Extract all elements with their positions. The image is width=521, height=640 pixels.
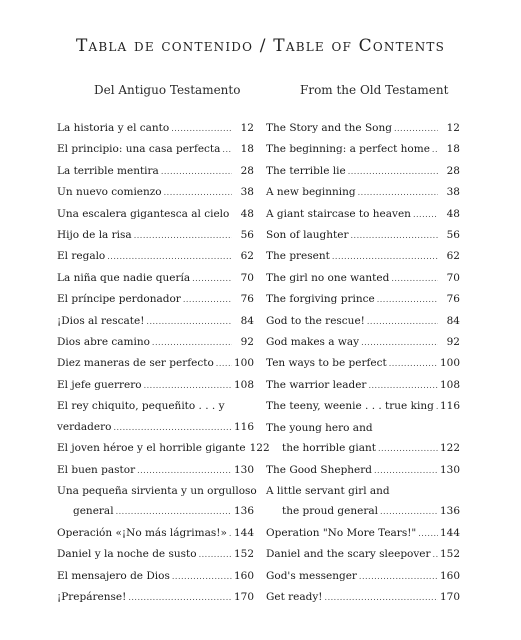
english-toc-entry (266, 225, 460, 246)
entry-page-number: 136 (233, 505, 254, 518)
entry-page-number: 100 (439, 357, 460, 370)
entry-title: The young hero and (266, 421, 373, 434)
entry-page-number: 56 (240, 229, 254, 242)
spanish-toc-entry (57, 246, 254, 267)
spanish-toc-list (57, 118, 270, 608)
entry-page-number: 152 (439, 548, 460, 561)
entry-page-number: 84 (240, 314, 254, 327)
entry-title: verdadero (57, 420, 112, 433)
entry-page-number: 70 (446, 271, 460, 284)
spanish-toc-entry (57, 118, 254, 139)
spanish-toc-entry (57, 544, 254, 565)
spanish-toc-entry (57, 396, 254, 416)
entry-page-number: 130 (233, 463, 254, 476)
dot-leader (325, 588, 438, 608)
entry-page-number: 76 (240, 293, 254, 306)
spanish-toc-entry (57, 501, 254, 522)
entry-page-number: 170 (233, 590, 254, 603)
entry-title: Operación «¡No más lágrimas!» (57, 526, 227, 539)
entry-page-number: 122 (249, 442, 270, 455)
dot-leader (378, 439, 438, 459)
english-toc-entry (266, 311, 460, 332)
entry-title: God's messenger (266, 569, 357, 582)
entry-page-number: 62 (240, 250, 254, 263)
entry-page-number: 108 (439, 378, 460, 391)
entry-page-number: 170 (439, 590, 460, 603)
entry-page-number: 12 (240, 122, 254, 134)
english-toc-entry (266, 566, 460, 587)
dot-leader (374, 461, 438, 481)
dot-leader (192, 269, 232, 289)
spanish-toc-entry (57, 375, 254, 396)
entry-title: Hijo de la risa (57, 229, 132, 242)
entry-title: Ten ways to be perfect (266, 357, 387, 370)
dot-leader (380, 502, 438, 522)
entry-title: La historia y el canto (57, 122, 170, 134)
dot-leader (216, 354, 232, 374)
english-toc-entry (266, 523, 460, 544)
dot-leader (146, 312, 232, 332)
entry-page-number: 38 (240, 186, 254, 199)
entry-title: El príncipe perdonador (57, 293, 181, 306)
entry-title: The Story and the Song (266, 122, 392, 134)
dot-leader (350, 226, 438, 246)
entry-title: El rey chiquito, pequeñito . . . y (57, 400, 225, 413)
entry-title: Daniel and the scary sleepover (266, 548, 431, 561)
entry-page-number: 116 (439, 400, 460, 413)
entry-title: The teeny, weenie . . . true king (266, 400, 434, 413)
english-toc-entry (266, 375, 460, 396)
entry-title: ¡Dios al rescate! (57, 314, 145, 327)
entry-page-number: 92 (446, 336, 460, 349)
entry-title: Get ready! (266, 590, 323, 603)
dot-leader (413, 205, 438, 225)
english-toc-entry (266, 289, 460, 310)
english-toc-entry (266, 481, 460, 501)
dot-leader (359, 567, 438, 587)
entry-page-number: 70 (240, 271, 254, 284)
entry-title: The present (266, 250, 330, 263)
entry-title: the proud general (282, 505, 378, 518)
entry-page-number: 18 (240, 143, 254, 156)
entry-title: The beginning: a perfect home (266, 143, 430, 156)
spanish-toc-entry (57, 332, 254, 353)
page-title: Tabla de contenido / Table of Contents (75, 36, 446, 56)
entry-title: El regalo (57, 250, 106, 263)
entry-title: A giant staircase to heaven (266, 207, 411, 220)
dot-leader (432, 140, 438, 160)
entry-page-number: 92 (240, 336, 254, 349)
english-toc-entry (266, 246, 460, 267)
spanish-toc-entry (57, 417, 254, 438)
entry-page-number: 152 (233, 548, 254, 561)
entry-title: God to the rescue! (266, 314, 365, 327)
entry-title: Un nuevo comienzo (57, 186, 162, 199)
entry-title: The warrior leader (266, 378, 367, 391)
entry-page-number: 56 (446, 229, 460, 242)
entry-page-number: 122 (439, 442, 460, 455)
spanish-toc-entry (57, 139, 254, 160)
spanish-toc-entry (57, 289, 254, 310)
entry-page-number: 48 (446, 207, 460, 220)
dot-leader (144, 376, 232, 396)
english-toc-entry (266, 332, 460, 353)
english-toc-entry (266, 118, 460, 139)
english-toc-entry (266, 139, 460, 160)
dot-leader (172, 567, 232, 587)
entry-page-number: 48 (240, 207, 254, 220)
dot-leader (152, 333, 232, 353)
entry-page-number: 38 (446, 186, 460, 199)
english-toc-entry (266, 161, 460, 182)
entry-title: The terrible lie (266, 164, 346, 177)
dot-leader (358, 183, 438, 203)
entry-title: A little servant girl and (266, 484, 390, 497)
dot-leader (418, 524, 438, 544)
entry-title: the horrible giant (282, 442, 376, 455)
dot-leader (183, 290, 232, 310)
english-toc-entry (266, 418, 460, 438)
entry-page-number: 76 (446, 293, 460, 306)
dot-leader (116, 502, 232, 522)
entry-page-number: 28 (240, 164, 254, 177)
entry-title: The girl no one wanted (266, 271, 390, 284)
entry-title: Daniel y la noche de susto (57, 548, 197, 561)
dot-leader (128, 588, 232, 608)
dot-leader (171, 119, 232, 139)
dot-leader (368, 376, 438, 396)
dot-leader (367, 312, 438, 332)
dot-leader (231, 205, 232, 225)
english-toc-entry (266, 438, 460, 459)
entry-page-number: 62 (446, 250, 460, 263)
dot-leader (394, 119, 438, 139)
entry-title: The forgiving prince (266, 293, 375, 306)
spanish-toc-entry (57, 204, 254, 225)
entry-title: El mensajero de Dios (57, 569, 170, 582)
entry-title: ¡Prepárense! (57, 590, 127, 603)
dot-leader (433, 545, 438, 565)
entry-title: general (73, 505, 114, 518)
entry-page-number: 160 (233, 569, 254, 582)
dot-leader (389, 354, 438, 374)
english-toc-entry (266, 396, 460, 417)
dot-leader (348, 162, 438, 182)
entry-page-number: 144 (439, 526, 460, 539)
english-toc-entry (266, 204, 460, 225)
english-toc-list (266, 118, 460, 608)
english-toc-entry (266, 544, 460, 565)
dot-leader (164, 183, 232, 203)
spanish-toc-entry (57, 161, 254, 182)
spanish-toc-entry (57, 523, 254, 544)
entry-page-number: 18 (446, 143, 460, 156)
spanish-column-heading: Del Antiguo Testamento (94, 83, 241, 97)
entry-page-number: 84 (446, 314, 460, 327)
dot-leader (361, 333, 438, 353)
entry-page-number: 136 (439, 505, 460, 518)
dot-leader (134, 226, 232, 246)
entry-title: Una escalera gigantesca al cielo (57, 207, 230, 220)
entry-page-number: 116 (233, 420, 254, 433)
english-toc-entry (266, 182, 460, 203)
entry-page-number: 108 (233, 378, 254, 391)
entry-page-number: 160 (439, 569, 460, 582)
entry-title: La niña que nadie quería (57, 271, 191, 284)
english-toc-entry (266, 353, 460, 374)
dot-leader (161, 162, 232, 182)
entry-title: A new beginning (266, 186, 356, 199)
entry-title: The Good Shepherd (266, 463, 373, 476)
entry-title: El jefe guerrero (57, 378, 142, 391)
spanish-toc-entry (57, 587, 254, 608)
dot-leader (229, 524, 232, 544)
dot-leader (436, 397, 438, 417)
entry-page-number: 100 (233, 357, 254, 370)
english-toc-entry (266, 587, 460, 608)
dot-leader (137, 461, 232, 481)
entry-title: La terrible mentira (57, 164, 159, 177)
dot-leader (391, 269, 438, 289)
spanish-toc-entry (57, 566, 254, 587)
entry-title: Una pequeña sirvienta y un orgulloso (57, 484, 257, 497)
entry-page-number: 28 (446, 164, 460, 177)
entry-title: El joven héroe y el horrible gigante (57, 442, 246, 455)
english-toc-entry (266, 460, 460, 481)
dot-leader (377, 290, 438, 310)
spanish-toc-entry (57, 268, 254, 289)
dot-leader (199, 545, 232, 565)
entry-page-number: 12 (446, 122, 460, 134)
entry-title: Son of laughter (266, 229, 349, 242)
entry-title: Operation "No More Tears!" (266, 526, 417, 539)
spanish-toc-entry (57, 481, 257, 501)
english-column-heading: From the Old Testament (300, 83, 449, 97)
spanish-toc-entry (57, 353, 254, 374)
spanish-toc-entry (57, 182, 254, 203)
english-toc-entry (266, 268, 460, 289)
spanish-toc-entry (57, 225, 254, 246)
english-toc-entry (266, 501, 460, 522)
dot-leader (332, 247, 438, 267)
dot-leader (107, 247, 232, 267)
entry-title: God makes a way (266, 336, 360, 349)
entry-page-number: 144 (233, 526, 254, 539)
entry-title: Dios abre camino (57, 336, 150, 349)
entry-title: Diez maneras de ser perfecto (57, 357, 214, 370)
spanish-toc-entry (57, 438, 270, 459)
entry-page-number: 130 (439, 463, 460, 476)
dot-leader (113, 418, 232, 438)
dot-leader (222, 140, 232, 160)
entry-title: El buen pastor (57, 463, 136, 476)
entry-title: El principio: una casa perfecta (57, 143, 221, 156)
spanish-toc-entry (57, 311, 254, 332)
spanish-toc-entry (57, 460, 254, 481)
